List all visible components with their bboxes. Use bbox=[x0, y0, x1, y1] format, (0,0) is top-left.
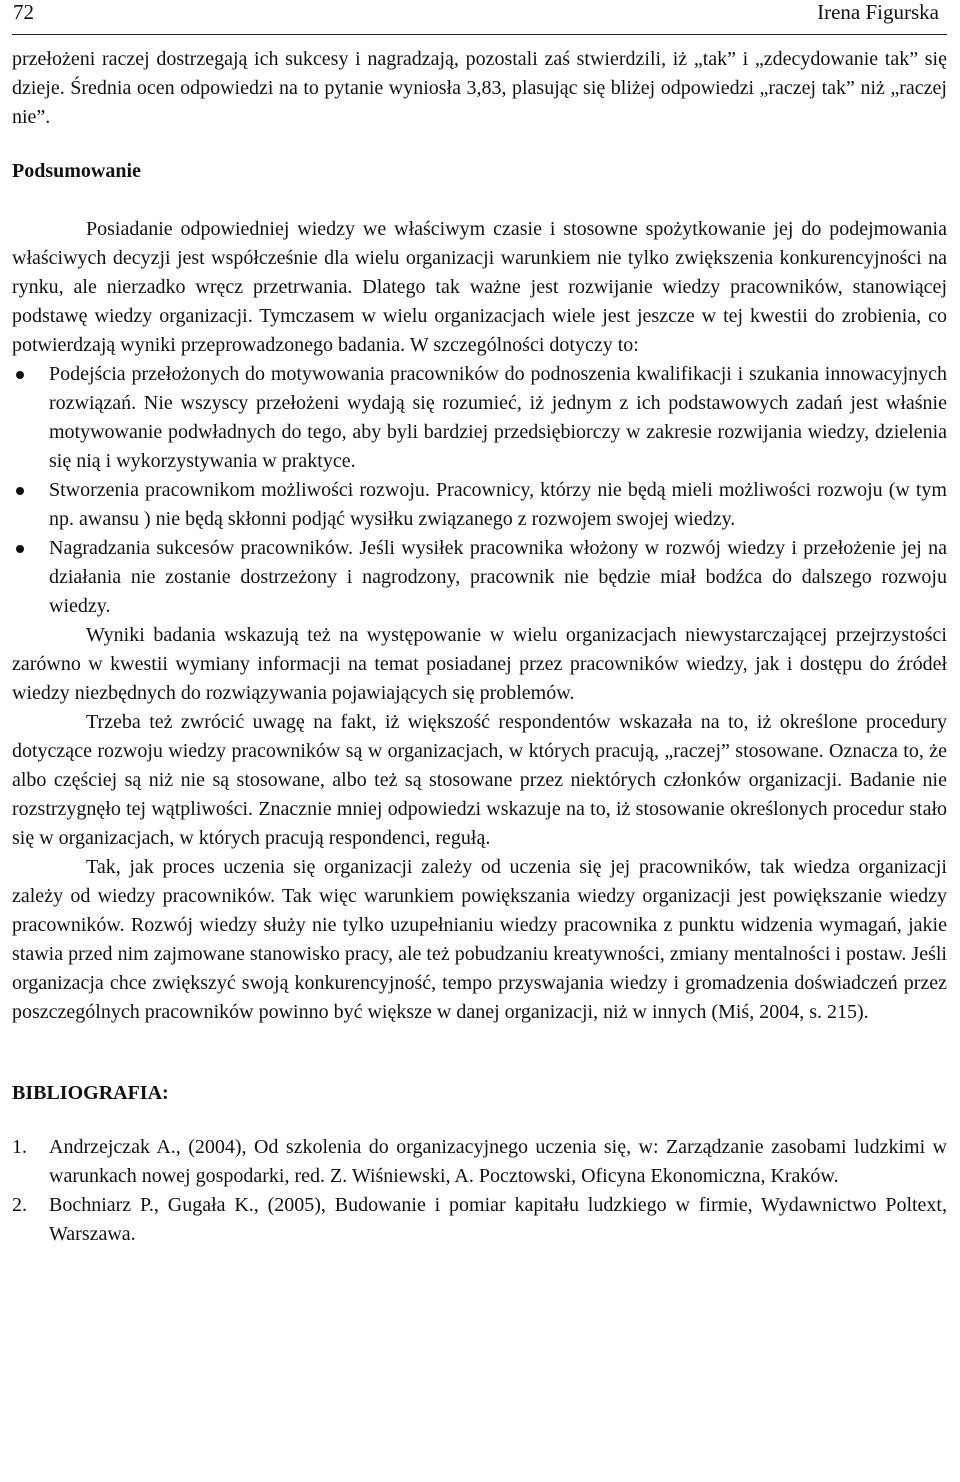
reference-item bbox=[12, 1191, 947, 1249]
section-title: Podsumowanie bbox=[12, 160, 141, 182]
reference-list bbox=[12, 1133, 947, 1249]
body-paragraph: Trzeba też zwrócić uwagę na fakt, iż większość respondentów wskazała na to, iż określone procedury dotyczące rozwoju wiedzy pracowników są w organizacjach, w których pracują, „raczej” stosowane. Oznacza to, że albo częściej są niż nie są stosowane, albo też są stosowane przez niektórych członków organizacji. Badanie nie rozstrzygnęło tej wątpliwości. Znacznie mniej odpowiedzi wskazuje na to, iż stosowanie określonych procedur stało się w organizacjach, w których pracują respondenci, regułą. bbox=[12, 711, 947, 849]
bullet-icon bbox=[16, 371, 24, 379]
body-paragraph: Wyniki badania wskazują też na występowanie w wielu organizacjach niewystarczającej przejrzystości zarówno w kwestii wymiany informacji na temat posiadanej przez pracowników wiedzy, jak i dostępu do źródeł wiedzy niezbędnych do rozwiązywania pojawiających się problemów. bbox=[12, 624, 947, 704]
bullet-item bbox=[12, 360, 947, 476]
reference-text: Bochniarz P., Gugała K., (2005), Budowanie i pomiar kapitału ludzkiego w firmie, Wydawnictwo Poltext, Warszawa. bbox=[49, 1194, 947, 1245]
bullet-text: Stworzenia pracownikom możliwości rozwoju. Pracownicy, którzy nie będą mieli możliwości rozwoju (w tym np. awansu ) nie będą skłonni podjąć wysiłku związanego z rozwojem swojej wiedzy. bbox=[49, 479, 947, 530]
bullet-list bbox=[12, 360, 947, 621]
spacer bbox=[12, 186, 947, 215]
running-header bbox=[12, 0, 947, 35]
body-paragraph: Tak, jak proces uczenia się organizacji zależy od uczenia się jej pracowników, tak wiedza organizacji zależy od wiedzy pracowników. Tak więc warunkiem powiększania wiedzy organizacji jest powiększanie wiedzy pracowników. Rozwój wiedzy służy nie tylko uzupełnianiu wiedzy pracownika z punktu widzenia wymagań, jakie stawia przed nim zajmowane stanowisko pracy, ale też pobudzaniu kreatywności, zmiany mentalności i postaw. Jeśli organizacja chce zwiększyć swoją konkurencyjność, tempo przyswajania wiedzy i gromadzenia doświadczeń przez poszczególnych pracowników powinno być większe w danej organizacji, niż w innych (Miś, 2004, s. 215). bbox=[12, 856, 947, 1023]
reference-text: Andrzejczak A., (2004), Od szkolenia do organizacyjnego uczenia się, w: Zarządzanie zasobami ludzkimi w warunkach nowej gospodarki, red. Z. Wiśniewski, A. Pocztowski, Oficyna Ekonomiczna, Kraków. bbox=[49, 1136, 947, 1187]
bullet-icon bbox=[16, 487, 24, 495]
running-author: Irena Figurska bbox=[817, 0, 939, 24]
bullet-item bbox=[12, 534, 947, 621]
intro-paragraph: przełożeni raczej dostrzegają ich sukcesy i nagradzają, pozostali zaś stwierdzili, iż „tak” i „zdecydowanie tak” się dzieje. Średnia ocen odpowiedzi na to pytanie wyniosła 3,83, plasując się bliżej odpowiedzi „raczej tak” niż „raczej nie”. bbox=[12, 48, 947, 128]
bullet-text: Podejścia przełożonych do motywowania pracowników do podnoszenia kwalifikacji i szukania innowacyjnych rozwiązań. Nie wszyscy przełożeni wydają się rozumieć, iż jednym z ich podstawowych zadań jest właśnie motywowanie podwładnych do tego, aby byli bardziej przedsiębiorczy w zakresie rozwijania wiedzy, dzielenia się nią i wykorzystywania w praktyce. bbox=[49, 363, 947, 472]
reference-item bbox=[12, 1133, 947, 1191]
bullet-text: Nagradzania sukcesów pracowników. Jeśli wysiłek pracownika włożony w rozwój wiedzy i przełożenie jej na działania nie zostanie dostrzeżony i nagrodzony, pracownik nie będzie miał bodźca do dalszego rozwoju wiedzy. bbox=[49, 537, 947, 617]
reference-number: 1. bbox=[12, 1136, 27, 1158]
bibliography-title: BIBLIOGRAFIA: bbox=[12, 1082, 169, 1104]
summary-paragraph: Posiadanie odpowiedniej wiedzy we właściwym czasie i stosowne spożytkowanie jej do podejmowania właściwych decyzji jest współcześnie dla wielu organizacji warunkiem nie tylko zwiększenia konkurencyjności na rynku, ale nierzadko wręcz przetrwania. Dlatego tak ważne jest rozwijanie wiedzy pracowników, stanowiącej podstawę wiedzy organizacji. Tymczasem w wielu organizacjach wiele jest jeszcze w tej kwestii do zrobienia, co potwierdzają wyniki przeprowadzonego badania. W szczególności dotyczy to: bbox=[12, 218, 947, 356]
page-number: 72 bbox=[13, 0, 34, 24]
reference-number: 2. bbox=[12, 1194, 27, 1216]
bullet-item bbox=[12, 476, 947, 534]
bullet-icon bbox=[16, 545, 24, 553]
